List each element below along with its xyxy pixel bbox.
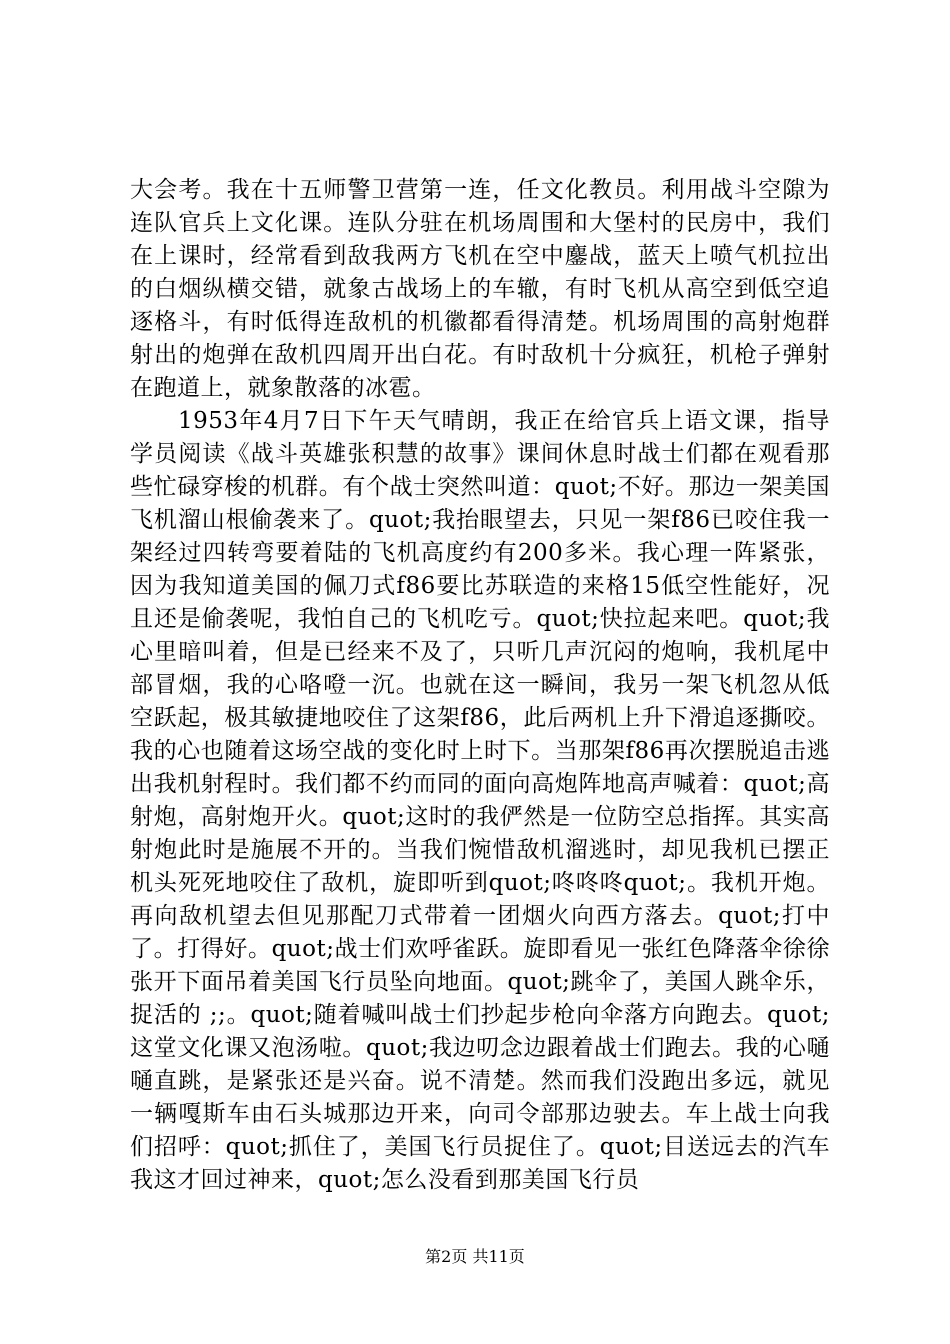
paragraph-2: 1953年4月7日下午天气晴朗，我正在给官兵上语文课，指导学员阅读《战斗英雄张积慧的故事》课间休息时战士们都在观看那些忙碌穿梭的机群。有个战士突然叫道：quot;不好。那边一架美国飞机溜山根偷袭来了。quot;我抬眼望去，只见一架f86已咬住我一架经过四转弯要着陆的飞机高度约有200多米。我心理一阵紧张，因为我知道美国的佩刀式f86要比苏联造的来格15低空性能好，况且还是偷袭呢，我怕自己的飞机吃亏。quot;快拉起来吧。quot;我心里暗叫着，但是已经来不及了，只听几声沉闷的炮响，我机尾中部冒烟，我的心咯噔一沉。也就在这一瞬间，我另一架飞机忽从低空跃起，极其敏捷地咬住了这架f86，此后两机上升下滑追逐撕咬。我的心也随着这场空战的变化时上时下。当那架f86再次摆脱追击逃出我机射程时。我们都不约而同的面向高炮阵地高声喊着：quot;高射炮，高射炮开火。quot;这时的我俨然是一位防空总指挥。其实高射炮此时是施展不开的。当我们惋惜敌机溜逃时，却见我机已摆正机头死死地咬住了敌机，旋即听到quot;咚咚咚quot;。我机开炮。再向敌机望去但见那配刀式带着一团烟火向西方落去。quot;打中了。打得好。quot;战士们欢呼雀跃。旋即看见一张红色降落伞徐徐张开下面吊着美国飞行员坠向地面。quot;跳伞了，美国人跳伞乐，捉活的 ;;。quot;随着喊叫战士们抄起步枪向伞落方向跑去。quot;这堂文化课又泡汤啦。quot;我边叨念边跟着战士们跑去。我的心嗵嗵直跳，是紧张还是兴奋。说不清楚。然而我们没跑出多远，就见一辆嘎斯车由石头城那边开来，向司令部那边驶去。车上战士向我们招呼：quot;抓住了，美国飞行员捉住了。quot;目送远去的汽车我这才回过神来，quot;怎么没看到那美国飞行员 [130, 408, 830, 1193]
document-body [130, 174, 830, 1197]
page-footer: 第2页 共11页 [425, 1247, 525, 1266]
paragraph-1: 大会考。我在十五师警卫营第一连，任文化教员。利用战斗空隙为连队官兵上文化课。连队分驻在机场周围和大堡村的民房中，我们在上课时，经常看到敌我两方飞机在空中鏖战，蓝天上喷气机拉出的白烟纵横交错，就象古战场上的车辙，有时飞机从高空到低空追逐格斗，有时低得连敌机的机徽都看得清楚。机场周围的高射炮群射出的炮弹在敌机四周开出白花。有时敌机十分疯狂，机枪子弹射在跑道上，就象散落的冰雹。 [130, 177, 830, 401]
